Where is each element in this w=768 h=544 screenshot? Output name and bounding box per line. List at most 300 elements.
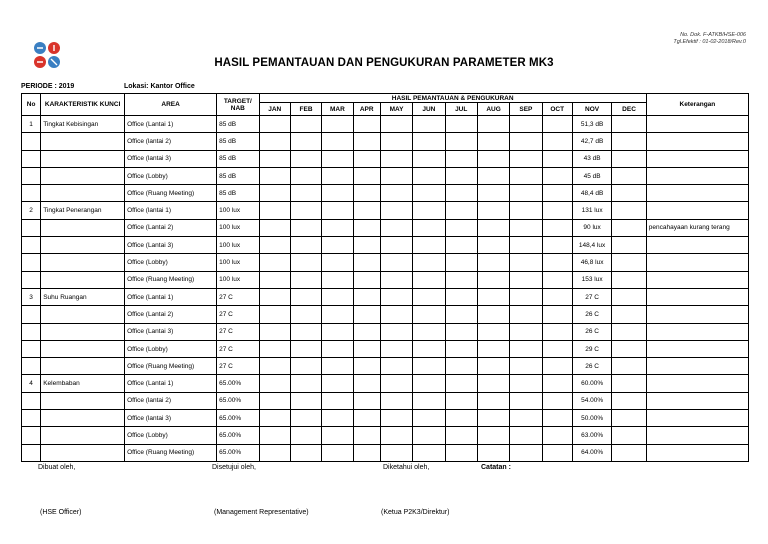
- cell-nov-value: 90 lux: [572, 219, 611, 236]
- cell-month-mar: [322, 410, 353, 427]
- cell-month-jul: [445, 306, 477, 323]
- cell-keterangan: [646, 444, 748, 461]
- cell-no: [22, 340, 41, 357]
- cell-month-jun: [413, 116, 445, 133]
- cell-keterangan: [646, 427, 748, 444]
- cell-no: [22, 185, 41, 202]
- header-area: AREA: [125, 94, 217, 116]
- sig-disetujui: Disetujui oleh,: [212, 464, 256, 471]
- cell-month-jul: [445, 202, 477, 219]
- cell-month-mar: [322, 392, 353, 409]
- cell-month-feb: [290, 340, 321, 357]
- cell-month-mar: [322, 444, 353, 461]
- cell-month-dec: [612, 306, 646, 323]
- cell-keterangan: [646, 150, 748, 167]
- cell-month-sep: [510, 410, 542, 427]
- cell-month-dec: [612, 116, 646, 133]
- cell-month-sep: [510, 392, 542, 409]
- cell-no: [22, 306, 41, 323]
- cell-target: 100 lux: [217, 219, 259, 236]
- cell-month-mar: [322, 427, 353, 444]
- cell-target: 100 lux: [217, 254, 259, 271]
- cell-month-jun: [413, 427, 445, 444]
- cell-month-may: [380, 306, 412, 323]
- cell-month-mar: [322, 375, 353, 392]
- cell-month-aug: [477, 150, 509, 167]
- cell-month-sep: [510, 185, 542, 202]
- cell-month-mar: [322, 167, 353, 184]
- cell-month-mar: [322, 116, 353, 133]
- doc-effective-date: Tgl.Efektif : 01-02-2018/Rev.0: [673, 39, 746, 45]
- cell-month-dec: [612, 288, 646, 305]
- header-month-mar: MAR: [322, 103, 353, 116]
- cell-month-sep: [510, 306, 542, 323]
- cell-month-dec: [612, 410, 646, 427]
- cell-month-jun: [413, 358, 445, 375]
- cell-month-oct: [542, 254, 572, 271]
- cell-area: Office (Lantai 3): [125, 237, 217, 254]
- cell-month-sep: [510, 202, 542, 219]
- cell-month-may: [380, 392, 412, 409]
- cell-month-mar: [322, 288, 353, 305]
- cell-keterangan: [646, 202, 748, 219]
- cell-month-mar: [322, 202, 353, 219]
- cell-no: [22, 237, 41, 254]
- cell-month-dec: [612, 237, 646, 254]
- cell-month-jan: [259, 288, 290, 305]
- cell-month-oct: [542, 237, 572, 254]
- cell-month-apr: [353, 202, 380, 219]
- cell-month-oct: [542, 202, 572, 219]
- cell-month-aug: [477, 185, 509, 202]
- cell-no: [22, 323, 41, 340]
- cell-month-jul: [445, 167, 477, 184]
- cell-target: 27 C: [217, 288, 259, 305]
- cell-keterangan: [646, 392, 748, 409]
- cell-month-oct: [542, 167, 572, 184]
- cell-month-dec: [612, 358, 646, 375]
- periode-label: PERIODE : 2019: [21, 83, 75, 90]
- cell-month-mar: [322, 254, 353, 271]
- cell-month-feb: [290, 219, 321, 236]
- sig-diketahui: Diketahui oleh,: [383, 464, 430, 471]
- cell-area: Office (Ruang Meeting): [125, 271, 217, 288]
- cell-month-jun: [413, 444, 445, 461]
- cell-month-jan: [259, 340, 290, 357]
- cell-nov-value: 27 C: [572, 288, 611, 305]
- cell-month-apr: [353, 358, 380, 375]
- cell-month-feb: [290, 375, 321, 392]
- cell-month-apr: [353, 306, 380, 323]
- cell-month-jun: [413, 219, 445, 236]
- cell-month-apr: [353, 254, 380, 271]
- cell-keterangan: [646, 306, 748, 323]
- table-row: [22, 167, 749, 184]
- cell-month-aug: [477, 358, 509, 375]
- cell-area: Office (Lobby): [125, 340, 217, 357]
- cell-month-jan: [259, 375, 290, 392]
- cell-month-jan: [259, 237, 290, 254]
- cell-month-jan: [259, 150, 290, 167]
- cell-area: Office (Lobby): [125, 427, 217, 444]
- header-month-aug: AUG: [477, 103, 509, 116]
- cell-month-may: [380, 219, 412, 236]
- cell-nov-value: 29 C: [572, 340, 611, 357]
- cell-nov-value: 64.00%: [572, 444, 611, 461]
- table-row: [22, 340, 749, 357]
- cell-area: Office (lantai 3): [125, 410, 217, 427]
- cell-month-aug: [477, 237, 509, 254]
- cell-month-jan: [259, 271, 290, 288]
- cell-month-sep: [510, 358, 542, 375]
- cell-target: 100 lux: [217, 271, 259, 288]
- cell-month-jun: [413, 150, 445, 167]
- cell-keterangan: [646, 167, 748, 184]
- cell-month-may: [380, 323, 412, 340]
- cell-month-feb: [290, 392, 321, 409]
- cell-month-jan: [259, 116, 290, 133]
- cell-nov-value: 45 dB: [572, 167, 611, 184]
- cell-karakteristik: [41, 340, 125, 357]
- cell-month-jul: [445, 375, 477, 392]
- cell-karakteristik: [41, 237, 125, 254]
- cell-month-sep: [510, 444, 542, 461]
- cell-month-feb: [290, 444, 321, 461]
- cell-no: [22, 410, 41, 427]
- cell-month-dec: [612, 375, 646, 392]
- cell-month-may: [380, 167, 412, 184]
- cell-nov-value: 63.00%: [572, 427, 611, 444]
- cell-month-dec: [612, 271, 646, 288]
- cell-month-jun: [413, 375, 445, 392]
- cell-no: 4: [22, 375, 41, 392]
- cell-month-jul: [445, 358, 477, 375]
- cell-month-apr: [353, 392, 380, 409]
- cell-month-jun: [413, 306, 445, 323]
- cell-month-jan: [259, 410, 290, 427]
- cell-keterangan: [646, 288, 748, 305]
- cell-month-apr: [353, 323, 380, 340]
- cell-keterangan: [646, 185, 748, 202]
- header-month-feb: FEB: [290, 103, 321, 116]
- cell-month-dec: [612, 219, 646, 236]
- cell-month-jul: [445, 133, 477, 150]
- cell-month-aug: [477, 167, 509, 184]
- cell-keterangan: [646, 375, 748, 392]
- header-hasil: HASIL PEMANTAUAN & PENGUKURAN: [259, 94, 646, 103]
- cell-month-apr: [353, 185, 380, 202]
- cell-month-oct: [542, 306, 572, 323]
- cell-month-oct: [542, 444, 572, 461]
- table-row: [22, 427, 749, 444]
- cell-target: 65.00%: [217, 410, 259, 427]
- cell-no: [22, 219, 41, 236]
- cell-nov-value: 148,4 lux: [572, 237, 611, 254]
- cell-karakteristik: [41, 167, 125, 184]
- cell-karakteristik: Kelembaban: [41, 375, 125, 392]
- cell-month-jul: [445, 288, 477, 305]
- cell-month-dec: [612, 185, 646, 202]
- cell-nov-value: 48,4 dB: [572, 185, 611, 202]
- cell-month-feb: [290, 185, 321, 202]
- cell-month-feb: [290, 288, 321, 305]
- cell-month-aug: [477, 392, 509, 409]
- cell-month-jul: [445, 185, 477, 202]
- cell-month-jan: [259, 427, 290, 444]
- cell-month-dec: [612, 444, 646, 461]
- header-month-apr: APR: [353, 103, 380, 116]
- cell-month-jun: [413, 392, 445, 409]
- header-month-jul: JUL: [445, 103, 477, 116]
- cell-month-mar: [322, 219, 353, 236]
- cell-month-may: [380, 237, 412, 254]
- cell-no: 3: [22, 288, 41, 305]
- cell-area: Office (Ruang Meeting): [125, 444, 217, 461]
- cell-nov-value: 54.00%: [572, 392, 611, 409]
- cell-month-may: [380, 427, 412, 444]
- cell-month-aug: [477, 271, 509, 288]
- cell-karakteristik: [41, 271, 125, 288]
- cell-month-mar: [322, 150, 353, 167]
- cell-month-aug: [477, 133, 509, 150]
- cell-nov-value: 51,3 dB: [572, 116, 611, 133]
- header-month-dec: DEC: [612, 103, 646, 116]
- cell-month-feb: [290, 133, 321, 150]
- cell-month-jan: [259, 133, 290, 150]
- cell-target: 100 lux: [217, 237, 259, 254]
- cell-nov-value: 131 lux: [572, 202, 611, 219]
- cell-month-jan: [259, 167, 290, 184]
- cell-month-apr: [353, 375, 380, 392]
- cell-month-apr: [353, 410, 380, 427]
- cell-karakteristik: [41, 185, 125, 202]
- cell-keterangan: [646, 237, 748, 254]
- header-karakteristik: KARAKTERISTIK KUNCI: [41, 94, 125, 116]
- cell-nov-value: 46,8 lux: [572, 254, 611, 271]
- table-row: [22, 254, 749, 271]
- cell-month-dec: [612, 392, 646, 409]
- cell-month-aug: [477, 254, 509, 271]
- cell-month-may: [380, 375, 412, 392]
- cell-month-feb: [290, 167, 321, 184]
- cell-month-dec: [612, 133, 646, 150]
- cell-month-apr: [353, 133, 380, 150]
- cell-target: 85 dB: [217, 133, 259, 150]
- cell-area: Office (Lobby): [125, 254, 217, 271]
- cell-month-oct: [542, 392, 572, 409]
- cell-karakteristik: [41, 254, 125, 271]
- cell-month-mar: [322, 340, 353, 357]
- cell-month-dec: [612, 323, 646, 340]
- cell-month-apr: [353, 340, 380, 357]
- cell-target: 65.00%: [217, 427, 259, 444]
- cell-area: Office (Lantai 2): [125, 219, 217, 236]
- cell-month-sep: [510, 237, 542, 254]
- cell-target: 27 C: [217, 340, 259, 357]
- cell-month-sep: [510, 323, 542, 340]
- cell-no: [22, 392, 41, 409]
- table-row: [22, 410, 749, 427]
- cell-no: 1: [22, 116, 41, 133]
- cell-month-apr: [353, 167, 380, 184]
- cell-month-feb: [290, 323, 321, 340]
- cell-month-apr: [353, 288, 380, 305]
- cell-month-aug: [477, 288, 509, 305]
- cell-month-feb: [290, 410, 321, 427]
- cell-month-jul: [445, 150, 477, 167]
- sig-dibuat: Dibuat oleh,: [38, 464, 76, 471]
- cell-month-may: [380, 202, 412, 219]
- table-row: [22, 358, 749, 375]
- cell-month-may: [380, 444, 412, 461]
- cell-month-may: [380, 271, 412, 288]
- cell-month-oct: [542, 410, 572, 427]
- cell-month-mar: [322, 358, 353, 375]
- cell-month-aug: [477, 444, 509, 461]
- table-row: [22, 306, 749, 323]
- cell-month-jul: [445, 219, 477, 236]
- header-keterangan: Keterangan: [646, 94, 748, 116]
- cell-month-may: [380, 185, 412, 202]
- measurement-table: [21, 93, 749, 462]
- cell-month-jun: [413, 185, 445, 202]
- cell-month-jun: [413, 167, 445, 184]
- cell-month-feb: [290, 254, 321, 271]
- cell-month-aug: [477, 323, 509, 340]
- cell-month-aug: [477, 410, 509, 427]
- cell-karakteristik: [41, 150, 125, 167]
- cell-nov-value: 26 C: [572, 306, 611, 323]
- cell-month-apr: [353, 219, 380, 236]
- cell-month-sep: [510, 254, 542, 271]
- cell-month-may: [380, 410, 412, 427]
- cell-month-feb: [290, 427, 321, 444]
- cell-month-may: [380, 358, 412, 375]
- cell-no: 2: [22, 202, 41, 219]
- cell-month-may: [380, 133, 412, 150]
- header-target: TARGET/ NAB: [217, 94, 259, 116]
- cell-month-jan: [259, 185, 290, 202]
- cell-target: 27 C: [217, 358, 259, 375]
- cell-month-aug: [477, 306, 509, 323]
- table-row: [22, 444, 749, 461]
- cell-month-aug: [477, 427, 509, 444]
- cell-month-oct: [542, 219, 572, 236]
- cell-nov-value: 153 lux: [572, 271, 611, 288]
- cell-target: 85 dB: [217, 167, 259, 184]
- cell-karakteristik: [41, 358, 125, 375]
- cell-no: [22, 271, 41, 288]
- cell-target: 85 dB: [217, 116, 259, 133]
- cell-month-jul: [445, 340, 477, 357]
- cell-area: Office (Ruang Meeting): [125, 185, 217, 202]
- lokasi-label: Lokasi: Kantor Office: [124, 83, 195, 90]
- cell-keterangan: [646, 254, 748, 271]
- cell-month-sep: [510, 340, 542, 357]
- cell-keterangan: pencahayaan kurang terang: [646, 219, 748, 236]
- cell-month-dec: [612, 150, 646, 167]
- table-row: [22, 116, 749, 133]
- cell-month-sep: [510, 219, 542, 236]
- cell-no: [22, 358, 41, 375]
- cell-month-may: [380, 340, 412, 357]
- cell-month-mar: [322, 323, 353, 340]
- cell-month-sep: [510, 375, 542, 392]
- header-month-jan: JAN: [259, 103, 290, 116]
- table-row: [22, 392, 749, 409]
- cell-no: [22, 444, 41, 461]
- table-row: [22, 237, 749, 254]
- table-row: [22, 185, 749, 202]
- cell-month-dec: [612, 340, 646, 357]
- cell-keterangan: [646, 116, 748, 133]
- cell-month-sep: [510, 271, 542, 288]
- cell-month-oct: [542, 323, 572, 340]
- cell-month-jun: [413, 288, 445, 305]
- cell-area: Office (lantai 3): [125, 150, 217, 167]
- cell-month-aug: [477, 375, 509, 392]
- cell-month-dec: [612, 254, 646, 271]
- header-month-may: MAY: [380, 103, 412, 116]
- cell-month-oct: [542, 358, 572, 375]
- cell-month-oct: [542, 150, 572, 167]
- cell-month-apr: [353, 150, 380, 167]
- cell-month-oct: [542, 133, 572, 150]
- cell-month-jul: [445, 323, 477, 340]
- cell-keterangan: [646, 271, 748, 288]
- cell-month-sep: [510, 288, 542, 305]
- cell-karakteristik: Suhu Ruangan: [41, 288, 125, 305]
- cell-target: 85 dB: [217, 150, 259, 167]
- cell-area: Office (Lantai 1): [125, 288, 217, 305]
- cell-month-may: [380, 150, 412, 167]
- cell-month-sep: [510, 150, 542, 167]
- cell-month-feb: [290, 202, 321, 219]
- cell-keterangan: [646, 340, 748, 357]
- cell-area: Office (Ruang Meeting): [125, 358, 217, 375]
- cell-area: Office (lantai 2): [125, 133, 217, 150]
- cell-area: Office (Lobby): [125, 167, 217, 184]
- cell-month-jan: [259, 219, 290, 236]
- cell-target: 65.00%: [217, 375, 259, 392]
- cell-month-aug: [477, 219, 509, 236]
- table-row: [22, 202, 749, 219]
- cell-month-feb: [290, 358, 321, 375]
- cell-month-apr: [353, 427, 380, 444]
- cell-month-sep: [510, 133, 542, 150]
- cell-month-may: [380, 288, 412, 305]
- cell-month-jun: [413, 271, 445, 288]
- cell-target: 85 dB: [217, 185, 259, 202]
- header-no: No: [22, 94, 41, 116]
- cell-month-oct: [542, 375, 572, 392]
- table-row: [22, 375, 749, 392]
- cell-month-feb: [290, 306, 321, 323]
- cell-month-apr: [353, 271, 380, 288]
- cell-month-jun: [413, 133, 445, 150]
- cell-month-jun: [413, 323, 445, 340]
- header-month-sep: SEP: [510, 103, 542, 116]
- cell-keterangan: [646, 410, 748, 427]
- cell-month-jun: [413, 410, 445, 427]
- cell-month-jul: [445, 237, 477, 254]
- cell-month-apr: [353, 444, 380, 461]
- table-row: [22, 133, 749, 150]
- cell-karakteristik: [41, 219, 125, 236]
- cell-month-jul: [445, 392, 477, 409]
- cell-month-jan: [259, 254, 290, 271]
- cell-month-jan: [259, 202, 290, 219]
